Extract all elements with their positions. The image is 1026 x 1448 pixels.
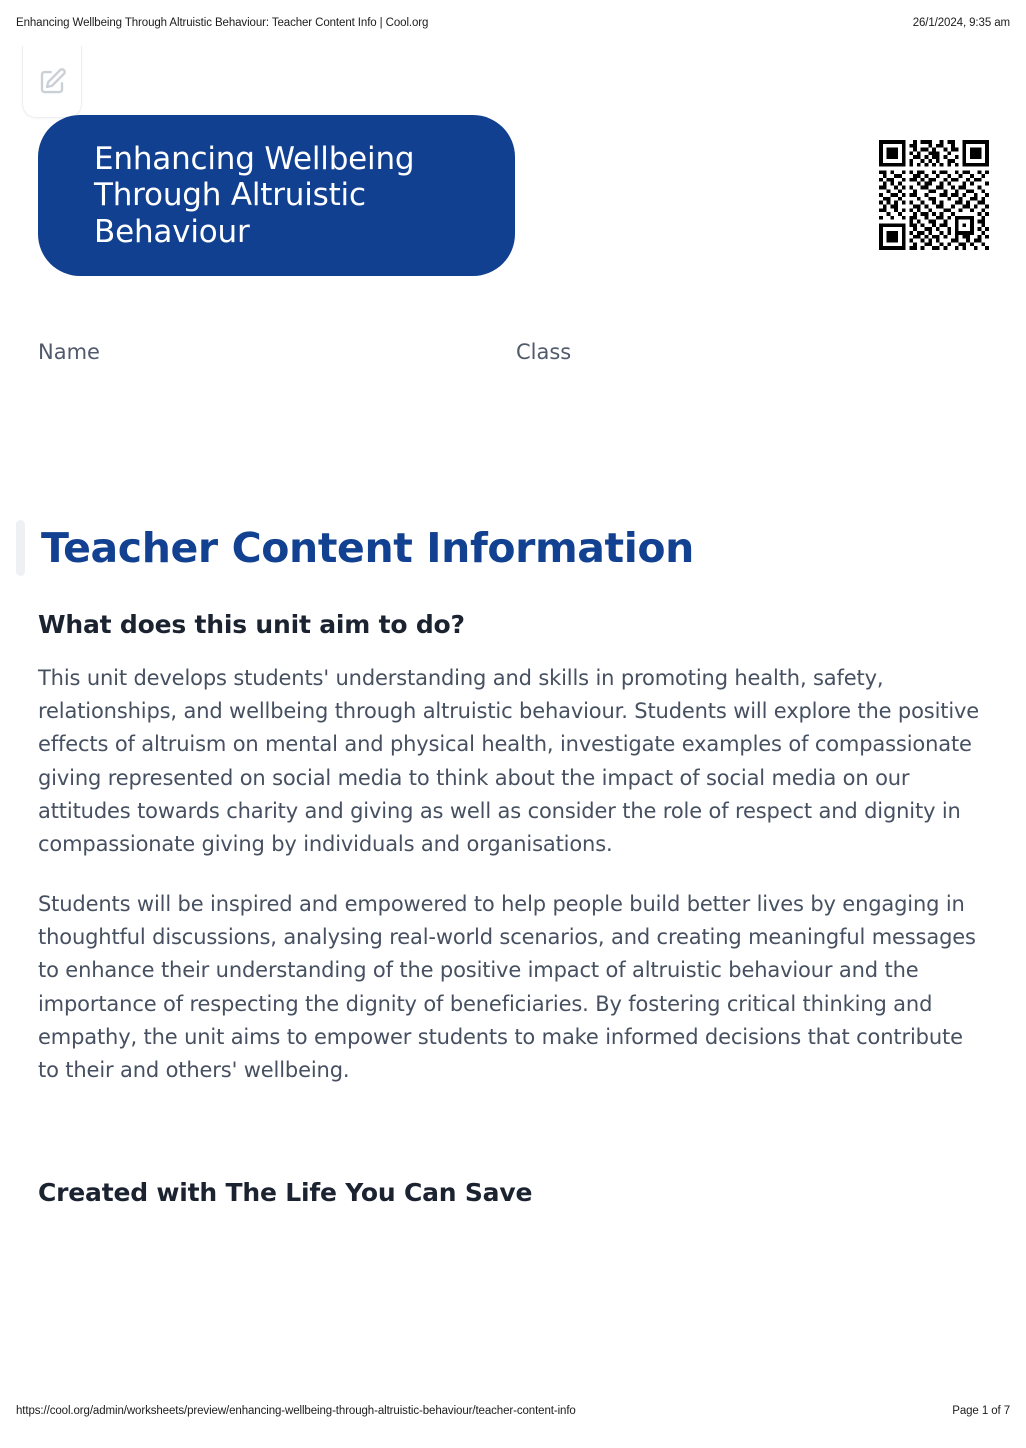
created-with-heading: Created with The Life You Can Save bbox=[38, 1178, 533, 1207]
student-fields-row bbox=[38, 340, 988, 364]
print-footer bbox=[0, 1402, 1026, 1420]
name-field-label: Name bbox=[38, 340, 100, 364]
print-header bbox=[0, 14, 1026, 32]
print-header-title: Enhancing Wellbeing Through Altruistic Behaviour: Teacher Content Info | Cool.org bbox=[16, 17, 429, 29]
print-header-timestamp: 26/1/2024, 9:35 am bbox=[912, 17, 1010, 29]
section-heading-row bbox=[16, 520, 976, 576]
qr-code bbox=[872, 140, 996, 250]
content-subheading: What does this unit aim to do? bbox=[38, 610, 465, 639]
page-title: Teacher Content Information bbox=[41, 523, 694, 572]
main-content bbox=[38, 610, 986, 1087]
worksheet-title: Enhancing Wellbeing Through Altruistic Behaviour bbox=[94, 141, 415, 250]
class-field-label: Class bbox=[516, 340, 572, 364]
print-footer-page: Page 1 of 7 bbox=[952, 1405, 1010, 1417]
qr-code-icon bbox=[872, 140, 996, 250]
content-paragraph: This unit develops students' understanding and skills in promoting health, safety, relationships, and wellbeing through altruistic behaviour. Students will explore the positive effects of altruism on mental and physical health, investigate examples of compassionate giving represented on social media to think about the impact of social media on our attitudes towards charity and giving as well as consider the role of respect and dignity in compassionate giving by individuals and organisations. bbox=[38, 666, 980, 856]
content-paragraph: Students will be inspired and empowered to help people build better lives by engaging in thoughtful discussions, analysing real-world scenarios, and creating meaningful messages to enhance their understanding of the positive impact of altruistic behaviour and the importance of respecting the dignity of beneficiaries. By fostering critical thinking and empathy, the unit aims to empower students to make informed decisions that contribute to their and others' wellbeing. bbox=[38, 892, 976, 1082]
worksheet-title-pill bbox=[38, 115, 515, 276]
edit-worksheet-card[interactable] bbox=[22, 46, 82, 118]
print-footer-url: https://cool.org/admin/worksheets/preview/enhancing-wellbeing-through-altruistic-behaviour/teacher-content-info bbox=[16, 1405, 576, 1417]
section-accent-bar bbox=[16, 520, 25, 576]
edit-square-pencil-icon[interactable] bbox=[37, 67, 67, 97]
